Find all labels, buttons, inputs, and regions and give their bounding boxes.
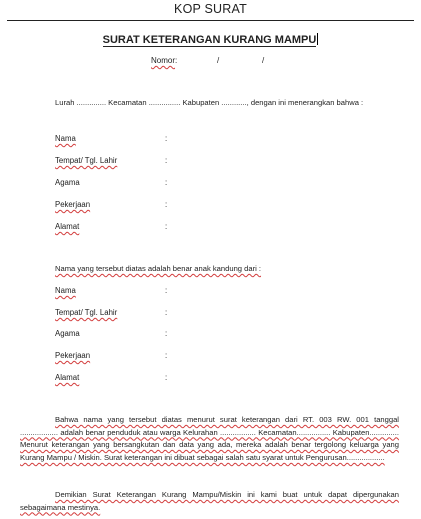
letter-title[interactable]: SURAT KETERANGAN KURANG MAMPU	[102, 34, 317, 46]
field-colon-agama-2: :	[165, 329, 168, 338]
field-colon-agama-1: :	[165, 178, 168, 187]
kop-divider	[7, 20, 414, 21]
field-label-nama-2: Nama	[55, 286, 76, 295]
letter-title-wrapper	[0, 33, 421, 46]
field-colon-pekerjaan-1: :	[165, 200, 168, 209]
field-label-agama-2: Agama	[55, 329, 80, 338]
field-colon-nama-1: :	[165, 134, 168, 143]
field-label-pekerjaan-1: Pekerjaan	[55, 200, 91, 209]
field-colon-alamat-1: :	[165, 222, 168, 231]
field-colon-ttl-1: :	[165, 156, 168, 165]
body-paragraph: Bahwa nama yang tersebut diatas menurut surat keterangan dari RT. 003 RW. 001 tanggal .................. adalah benar penduduk atau warga Kelurahan ................. Kecamatan................ Kabupaten.............. Menurut keterangan yang bersangkutan dan data yang ada, mereka adalah benar tergolong keluarga yang Kurang Mampu / Miskin. Surat keterangan ini dibuat sebagai salah satu syarat untuk Pengurusan..................	[20, 415, 399, 462]
field-label-ttl-2: Tempat/ Tgl. Lahir	[55, 308, 118, 317]
nomor-slash-1: /	[217, 56, 220, 65]
field-label-alamat-1: Alamat	[55, 222, 80, 231]
nomor-label: Nomor	[151, 56, 176, 65]
field-label-alamat-2: Alamat	[55, 373, 80, 382]
field-colon-nama-2: :	[165, 286, 168, 295]
nomor-slash-2: /	[262, 56, 265, 65]
kop-surat-heading: KOP SURAT	[174, 2, 247, 16]
field-label-agama-1: Agama	[55, 178, 80, 187]
text-cursor	[317, 33, 318, 45]
closing-paragraph: Demikian Surat Keterangan Kurang Mampu/Miskin ini kami buat untuk dapat dipergunakan sebagaimana mestinya.	[20, 490, 399, 512]
field-label-ttl-1: Tempat/ Tgl. Lahir	[55, 156, 118, 165]
field-label-nama-1: Nama	[55, 134, 76, 143]
child-intro: Nama yang tersebut diatas adalah benar anak kandung dari :	[55, 264, 262, 273]
field-colon-alamat-2: :	[165, 373, 168, 382]
field-label-pekerjaan-2: Pekerjaan	[55, 351, 91, 360]
intro-paragraph: Lurah .............. Kecamatan ............... Kabupaten ............, dengan ini menerangkan bahwa :	[55, 98, 364, 107]
field-colon-ttl-2: :	[165, 308, 168, 317]
nomor-colon: :	[175, 56, 178, 65]
nomor-line	[151, 56, 265, 65]
field-colon-pekerjaan-2: :	[165, 351, 168, 360]
